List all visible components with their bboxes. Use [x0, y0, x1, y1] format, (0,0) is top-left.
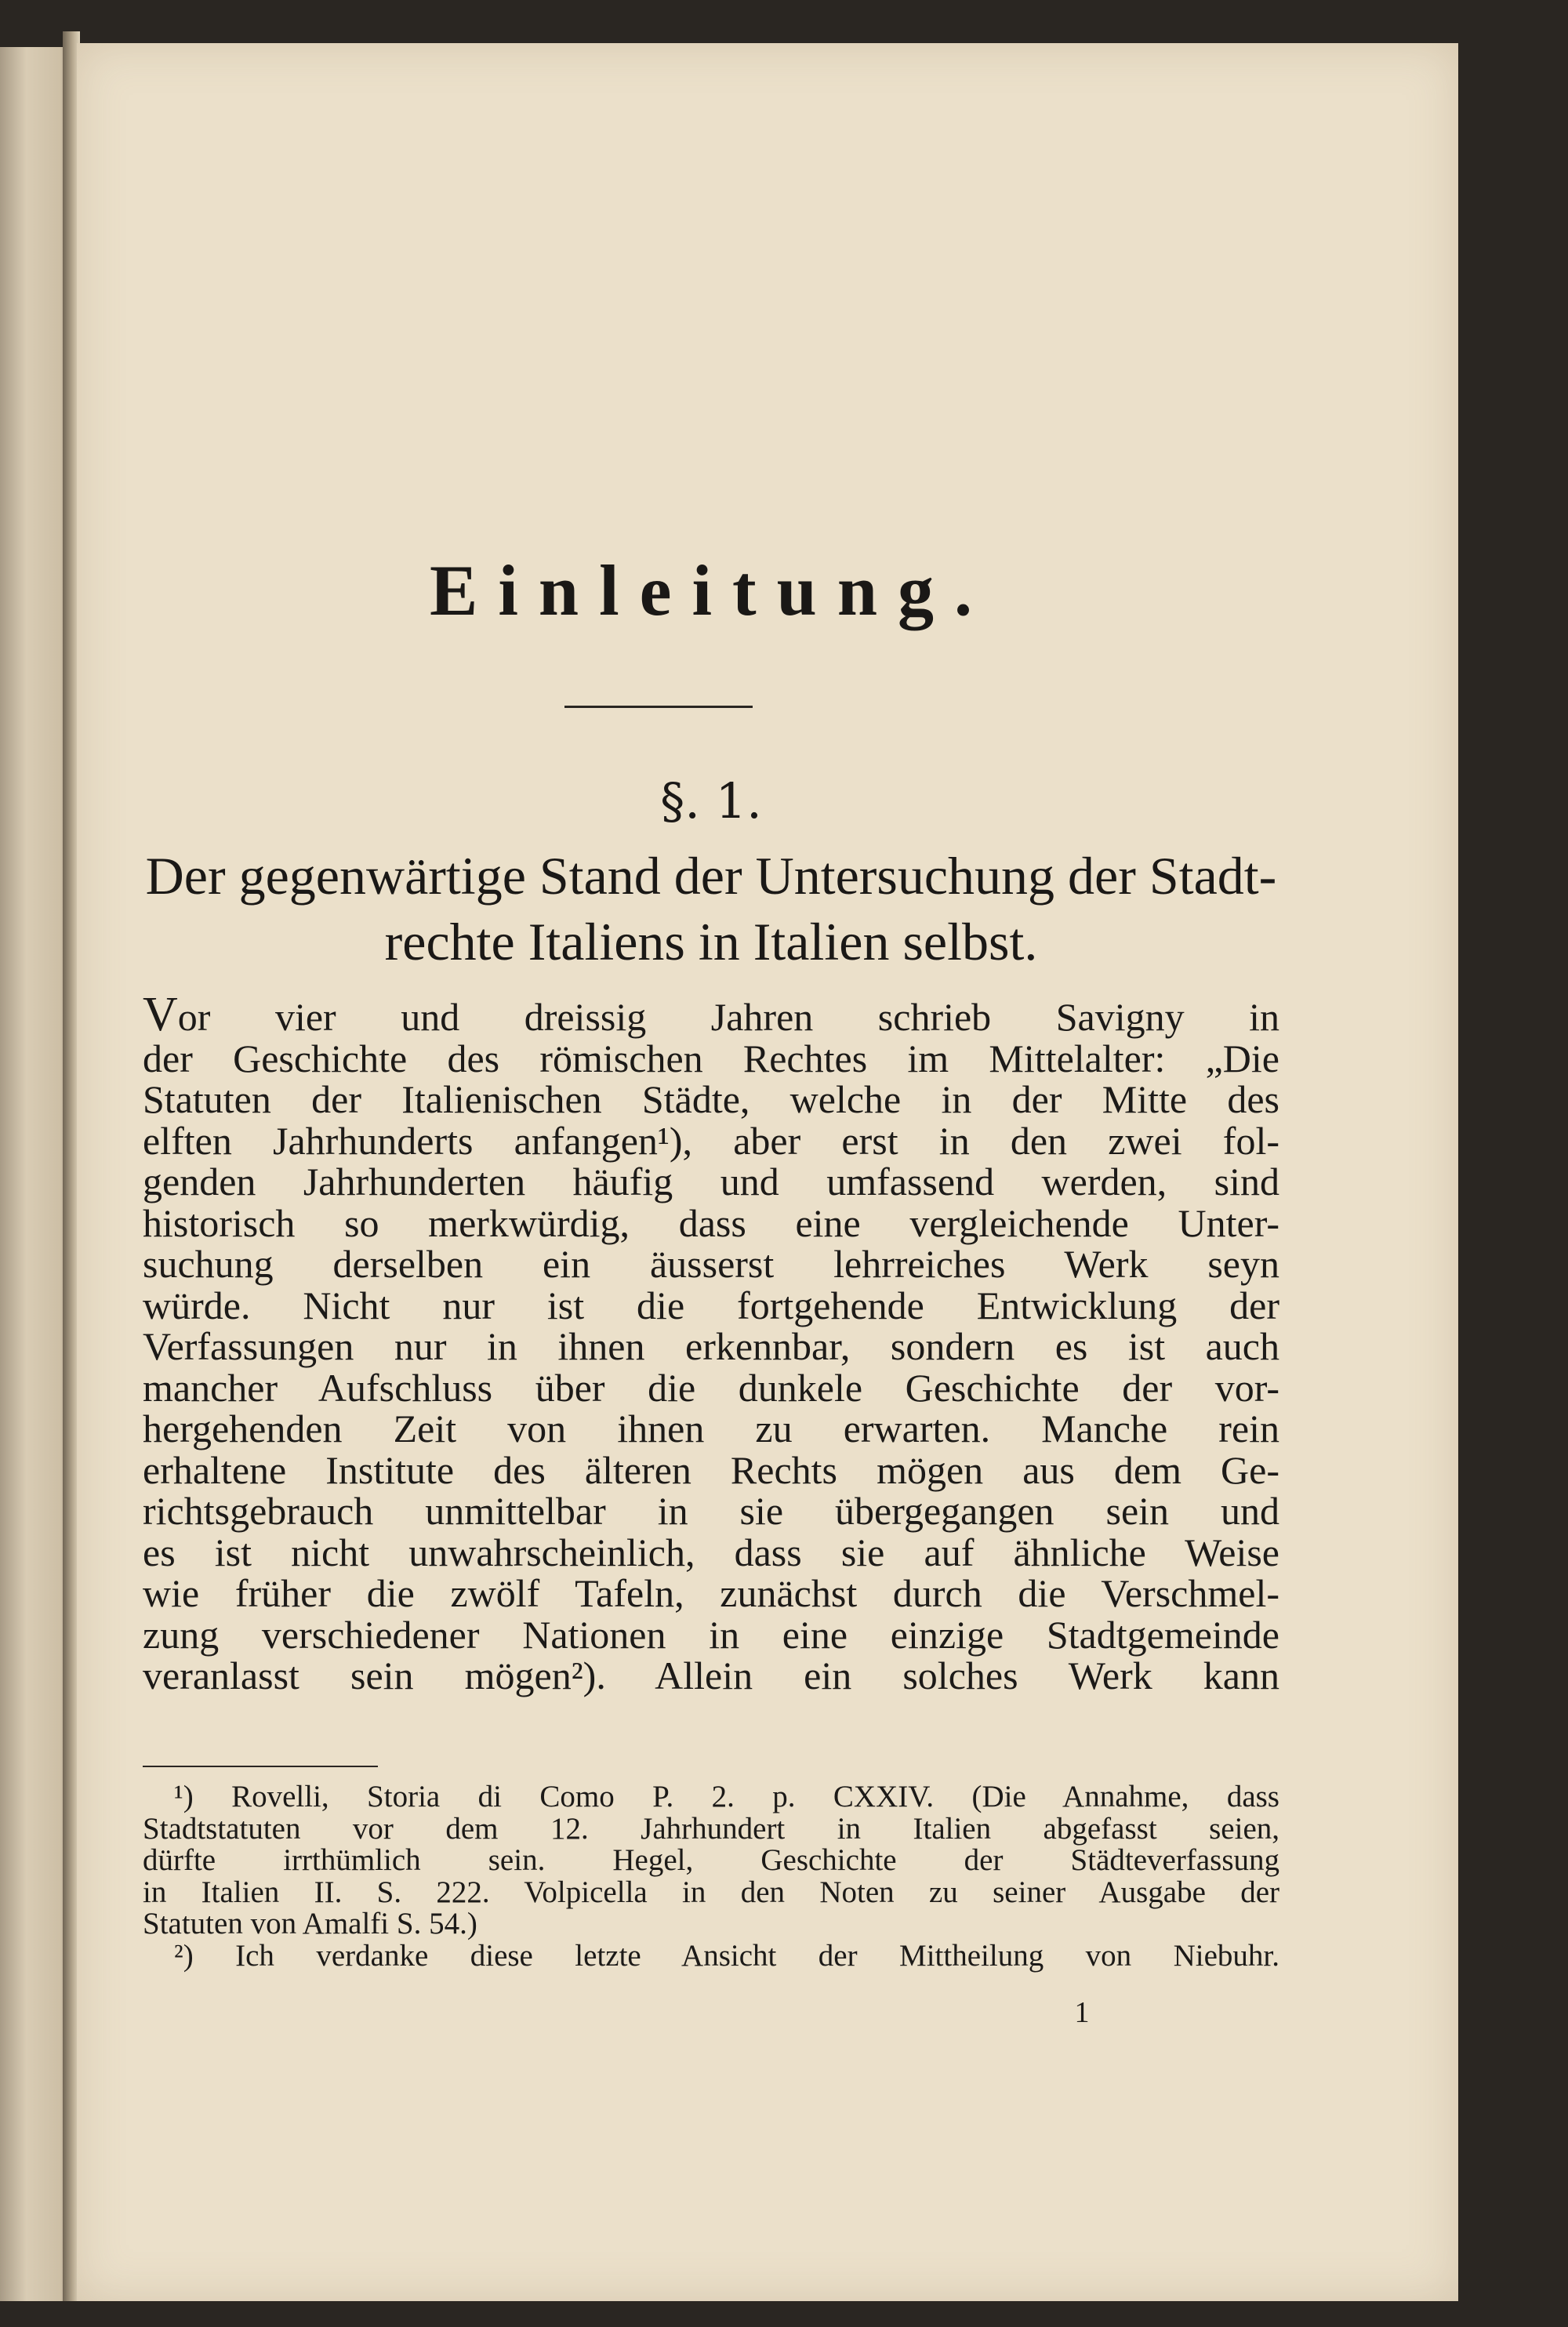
body-line: Verfassungen nur in ihnen erkennbar, sondern es ist auch: [143, 1324, 1279, 1368]
body-line: genden Jahrhunderten häufig und umfassend werden, sind: [143, 1160, 1279, 1203]
heading-line-2: rechte Italiens in Italien selbst.: [384, 912, 1038, 971]
body-line: historisch so merkwürdig, dass eine vergleichende Unter-: [143, 1200, 1279, 1245]
body-line: würde. Nicht nur ist die fortgehende Entwicklung der: [143, 1283, 1279, 1327]
body-line: elften Jahrhunderts anfangen¹), aber erst in den zwei fol-: [143, 1118, 1279, 1163]
scan-bottom-edge: [0, 2301, 1568, 2327]
footnote-line: ²) Ich verdanke diese letzte Ansicht der Mittheilung von Niebuhr.: [174, 1938, 1279, 1973]
section-heading: [143, 843, 1279, 975]
chapter-title: Einleitung.: [429, 550, 993, 630]
scan-right-edge: [1458, 0, 1568, 2327]
body-line: der Geschichte des römischen Rechtes im Mittelalter: „Die: [143, 1036, 1279, 1080]
signature-mark: 1: [1074, 1996, 1090, 2029]
body-paragraph: [143, 988, 1279, 1697]
footnote-line: dürfte irrthümlich sein. Hegel, Geschichte der Städteverfassung: [143, 1843, 1279, 1877]
body-line: richtsgebrauch unmittelbar in sie übergegangen sein und: [143, 1489, 1279, 1533]
heading-line-1: Der gegenwärtige Stand der Untersuchung der Stadt-: [145, 846, 1277, 906]
body-line: es ist nicht unwahrscheinlich, dass sie auf ähnliche Weise: [143, 1530, 1279, 1574]
body-line: mancher Aufschluss über die dunkele Geschichte der vor-: [143, 1365, 1279, 1410]
title-rule: [564, 706, 753, 708]
drop-cap: V: [143, 988, 178, 1041]
footnote-line: ¹) Rovelli, Storia di Como P. 2. p. CXXIV. (Die Annahme, dass: [174, 1780, 1279, 1813]
body-line: Statuten der Italienischen Städte, welche in der Mitte des: [143, 1077, 1279, 1121]
footnote-rule: [143, 1766, 378, 1767]
body-line: suchung derselben ein äusserst lehrreiches Werk seyn: [143, 1242, 1279, 1286]
body-line: Vor vier und dreissig Jahren schrieb Savigny in: [143, 988, 1279, 1041]
body-line: hergehenden Zeit von ihnen zu erwarten. Manche rein: [143, 1407, 1279, 1450]
body-line: zung verschiedener Nationen in eine einzige Stadtgemeinde: [143, 1612, 1279, 1657]
footnote-line: Statuten von Amalfi S. 54.): [143, 1907, 477, 1940]
footnote-line: Stadtstatuten vor dem 12. Jahrhundert in Italien abgefasst seien,: [143, 1811, 1279, 1846]
footnote-line: in Italien II. S. 222. Volpicella in den Noten zu seiner Ausgabe der: [143, 1875, 1279, 1909]
body-line: erhaltene Institute des älteren Rechts mögen aus dem Ge-: [143, 1447, 1279, 1492]
body-line: veranlasst sein mögen²). Allein ein solches Werk kann: [143, 1654, 1279, 1697]
body-line: wie früher die zwölf Tafeln, zunächst durch die Verschmel-: [143, 1571, 1279, 1615]
scan-top-edge: [0, 0, 1568, 44]
footnotes: [143, 1781, 1279, 1972]
section-number: §. 1.: [660, 772, 762, 830]
